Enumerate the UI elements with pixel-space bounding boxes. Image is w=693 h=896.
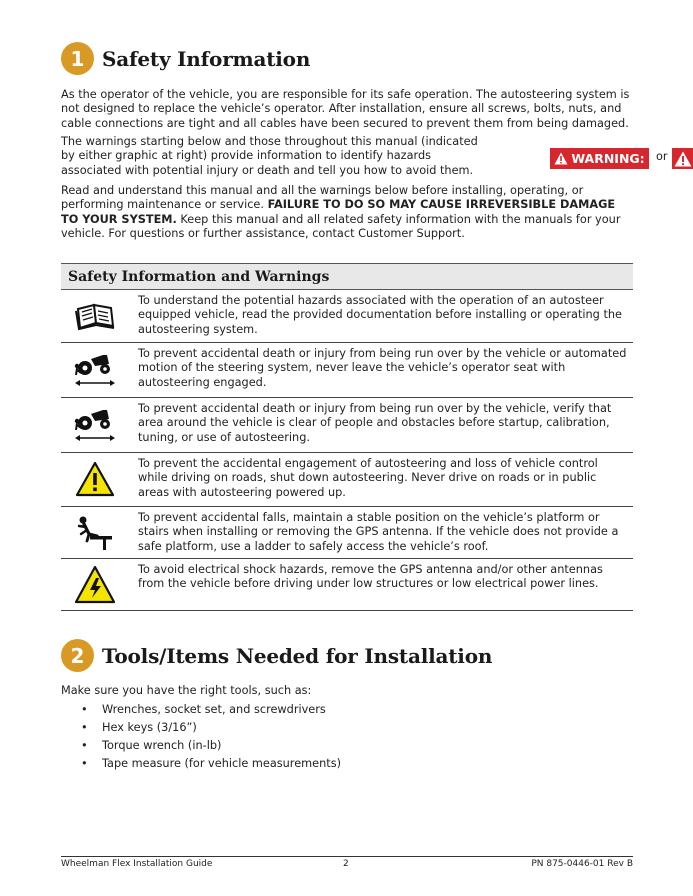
list-item-text: Torque wrench (in-lb) [102,739,222,752]
list-item-text: Wrenches, socket set, and screwdrivers [102,703,326,716]
tools-intro: Make sure you have the right tools, such as: [61,684,312,697]
row-text: To avoid electrical shock hazards, remove the GPS antenna and/or other antennas from the vehicle before driving under low structures or low electrical power lines. [138,563,603,591]
safety-warnings-table [61,263,633,611]
intro-paragraph-3-part-2: Keep this manual and all related safety information with the manuals for your vehicle. For questions or further assistance, contact Customer Support. [61,212,621,240]
section-number-badge: 1 [61,42,94,75]
list-item-text: Tape measure (for vehicle measurements) [102,757,341,770]
footer-divider [61,856,633,857]
section-1-heading [61,42,310,75]
intro-paragraph-3-part-1: Read and understand this manual and all the warnings below before installing, operating, or performing maintenance or service. [61,184,584,212]
row-text: To prevent the accidental engagement of autosteering and loss of vehicle control while driving on roads, shut down autosteering. Never drive on roads or in public areas with autosteering powered up. [138,457,598,499]
warning-triangle-icon [674,151,692,167]
warning-triangle-icon [554,152,568,165]
table-row [61,453,633,507]
manual-book-icon [67,294,123,338]
table-row [61,559,633,611]
or-text: or [656,150,668,163]
section-title: Safety Information [102,46,311,71]
intro-paragraph-3-emphasis: FAILURE TO DO SO MAY CAUSE IRREVERSIBLE DAMAGE TO YOUR SYSTEM. [61,198,616,226]
bullet: • [81,739,88,752]
intro-paragraph-1: As the operator of the vehicle, you are responsible for its safe operation. The autosteering system is not designed to replace the vehicle’s operator. After installation, ensure all screws, bolts, nuts, and cable connections are tight and all cables have been secured to prevent them from being damaged. [61,88,630,130]
row-text: To understand the potential hazards associated with the operation of an autosteer equipped vehicle, read the provided documentation before installing or operating the autosteering system. [138,294,622,336]
section-title: Tools/Items Needed for Installation [102,643,493,668]
bullet: • [81,757,88,770]
footer-part-number: PN 875-0446-01 Rev B [531,859,633,869]
row-text: To prevent accidental falls, maintain a stable position on the vehicle’s platform or stairs when installing or removing the GPS antenna. If the vehicle does not provide a safe platform, use a ladder to safely access the vehicle’s roof. [138,511,619,553]
table-row [61,343,633,398]
intro-paragraph-3 [61,184,633,241]
table-row [61,290,633,343]
table-row [61,398,633,453]
bullet: • [81,721,88,734]
table-header: Safety Information and Warnings [61,263,633,290]
warning-graphics-row [61,135,668,179]
section-number-badge: 2 [61,639,94,672]
warning-label-badge [550,148,649,169]
footer-page-number: 2 [343,859,349,869]
warning-symbol-badge [672,148,693,169]
row-text: To prevent accidental death or injury from being run over by the vehicle, verify that area around the vehicle is clear of people and obstacles before startup, calibration, tuning, or use of autosteering. [138,402,612,444]
electric-shock-icon [67,563,123,607]
warning-label-text: WARNING: [571,151,645,166]
fall-hazard-icon [67,511,123,555]
general-warning-icon [67,457,123,501]
list-item-text: Hex keys (3/16”) [102,721,197,734]
footer-guide-title: Wheelman Flex Installation Guide [61,859,213,869]
intro-paragraph-2: The warnings starting below and those throughout this manual (indicated by either graphic at right) provide information to identify hazards associated with potential injury or death and tell you how to avoid them. [61,135,478,177]
section-2-heading [61,639,492,672]
bullet: • [81,703,88,716]
run-over-hazard-icon [67,402,123,446]
run-over-hazard-icon [67,347,123,391]
table-row [61,507,633,559]
row-text: To prevent accidental death or injury from being run over by the vehicle or automated motion of the steering system, never leave the vehicle’s operator seat with autosteering engaged. [138,347,627,389]
